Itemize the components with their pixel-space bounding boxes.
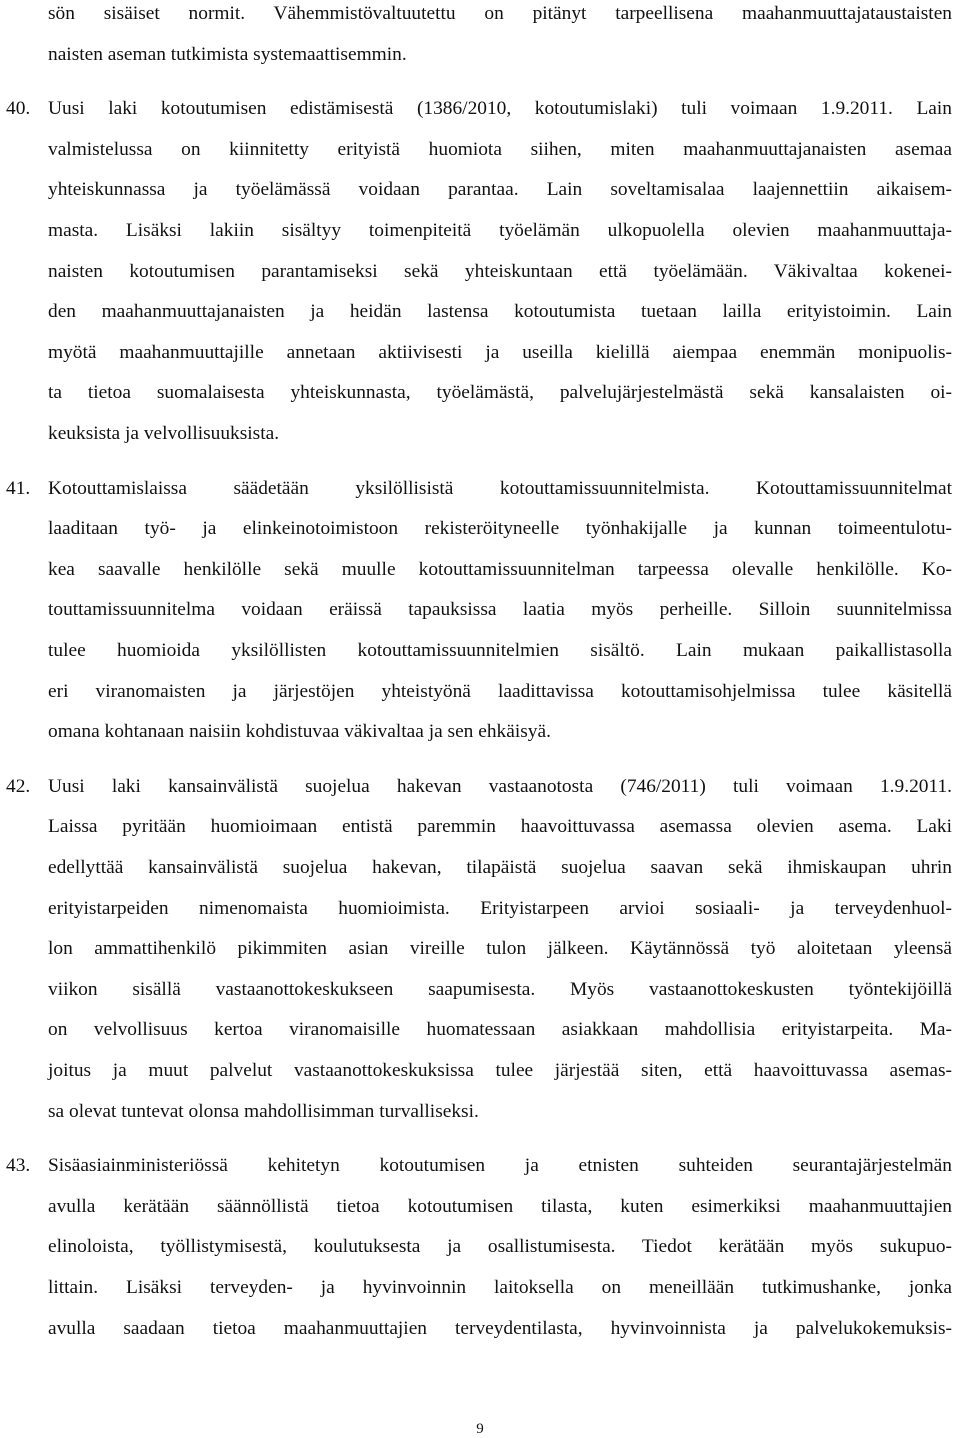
paragraph-text-line: omana kohtanaan naisiin kohdistuvaa väkivaltaa ja sen ehkäisyä. [48, 721, 551, 743]
paragraph-text-line: lon ammattihenkilö pikimmiten asian vireille tulon jälkeen. Käytännössä työ aloitetaan yleensä [48, 938, 952, 960]
paragraph-text-line: tulee huomioida yksilöllisten kotouttamissuunnitelmien sisältö. Lain mukaan paikallistasolla [48, 640, 952, 661]
paragraph-text-line: Sisäasiainministeriössä kehitetyn kotoutumisen ja etnisten suhteiden seurantajärjestelmän [48, 1155, 952, 1177]
paragraph-text-line: naisten kotoutumisen parantamiseksi sekä yhteiskuntaan että työelämään. Väkivaltaa kokenei- [48, 260, 952, 282]
page-number: 9 [476, 1421, 484, 1437]
paragraph-number: 42. [6, 775, 31, 797]
paragraph-number: 41. [6, 477, 31, 499]
paragraph-text-line: yhteiskunnassa ja työelämässä voidaan parantaa. Lain soveltamisalaa laajennettiin aikaisem- [48, 179, 952, 201]
paragraph-text-line: ta tietoa suomalaisesta yhteiskunnasta, työelämästä, palvelujärjestelmästä sekä kansalaisten oi- [48, 382, 952, 404]
paragraph-text-line: elinoloista, työllistymisestä, koulutuksesta ja osallistumisesta. Tiedot kerätään myös sukupuo- [48, 1236, 952, 1258]
paragraph-text-line: littain. Lisäksi terveyden- ja hyvinvoinnin laitoksella on meneillään tutkimushanke, jonka [48, 1277, 952, 1298]
intro-text-line: sön sisäiset normit. Vähemmistövaltuutettu on pitänyt tarpeellisena maahanmuuttajataustaisten [48, 3, 952, 24]
paragraph-number: 43. [6, 1155, 31, 1177]
paragraph-text-line: keuksista ja velvollisuuksista. [48, 423, 280, 444]
paragraph-text-line: joitus ja muut palvelut vastaanottokeskuksissa tulee järjestää siten, että haavoittuvassa asemas- [48, 1060, 952, 1081]
paragraph-text-line: myötä maahanmuuttajille annetaan aktiivisesti ja useilla kielillä aiempaa enemmän monipuolis- [48, 341, 952, 363]
paragraph-text-line: Kotouttamislaissa säädetään yksilöllisistä kotouttamissuunnitelmista. Kotouttamissuunnitelmat [48, 477, 952, 499]
paragraph-text-line: avulla kerätään säännöllistä tietoa kotoutumisen tilasta, kuten esimerkiksi maahanmuuttajien [48, 1195, 952, 1217]
paragraph-text-line: eri viranomaisten ja järjestöjen yhteistyönä laadittavissa kotouttamisohjelmissa tulee käsitellä [48, 680, 952, 702]
intro-text-line: naisten aseman tutkimista systemaattisemmin. [48, 43, 407, 65]
paragraph-text-line: laaditaan työ- ja elinkeinotoimistoon rekisteröityneelle työnhakijalle ja kunnan toimeentulotu- [48, 518, 952, 540]
paragraph-text-line: Uusi laki kansainvälistä suojelua hakevan vastaanotosta (746/2011) tuli voimaan 1.9.2011. [48, 775, 952, 797]
paragraph-text-line: masta. Lisäksi lakiin sisältyy toimenpiteitä työelämän ulkopuolella olevien maahanmuuttaja- [48, 220, 952, 241]
paragraph-text-line: valmistelussa on kiinnitetty erityistä huomiota siihen, miten maahanmuuttajanaisten asemaa [48, 138, 952, 160]
paragraph-text-line: erityistarpeiden nimenomaista huomioimista. Erityistarpeen arvioi sosiaali- ja terveydenhuol- [48, 897, 952, 919]
paragraph-number: 40. [6, 98, 31, 120]
paragraph-text-line: Laissa pyritään huomioimaan entistä paremmin haavoittuvassa asemassa olevien asema. Laki [48, 816, 952, 838]
paragraph-text-line: touttamissuunnitelma voidaan eräissä tapauksissa laatia myös perheille. Silloin suunnitelmissa [48, 599, 952, 621]
paragraph-text-line: sa olevat tuntevat olonsa mahdollisimman turvalliseksi. [48, 1100, 479, 1122]
paragraph-text-line: Uusi laki kotoutumisen edistämisestä (1386/2010, kotoutumislaki) tuli voimaan 1.9.2011. Lain [48, 98, 952, 120]
paragraph-text-line: viikon sisällä vastaanottokeskukseen saapumisesta. Myös vastaanottokeskusten työntekijöillä [48, 978, 952, 1000]
paragraph-text-line: edellyttää kansainvälistä suojelua hakevan, tilapäistä suojelua saavan sekä ihmiskaupan uhrin [48, 857, 952, 878]
paragraph-text-line: kea saavalle henkilölle sekä muulle kotouttamissuunnitelman tarpeessa olevalle henkilölle. Ko- [48, 558, 952, 580]
paragraph-text-line: on velvollisuus kertoa viranomaisille huomatessaan asiakkaan mahdollisia erityistarpeita. Ma- [48, 1019, 952, 1041]
paragraph-text-line: den maahanmuuttajanaisten ja heidän lastensa kotoutumista tuetaan lailla erityistoimin. Lain [48, 301, 952, 323]
paragraph-text-line: avulla saadaan tietoa maahanmuuttajien terveydentilasta, hyvinvoinnista ja palvelukokemuksis- [48, 1317, 952, 1339]
